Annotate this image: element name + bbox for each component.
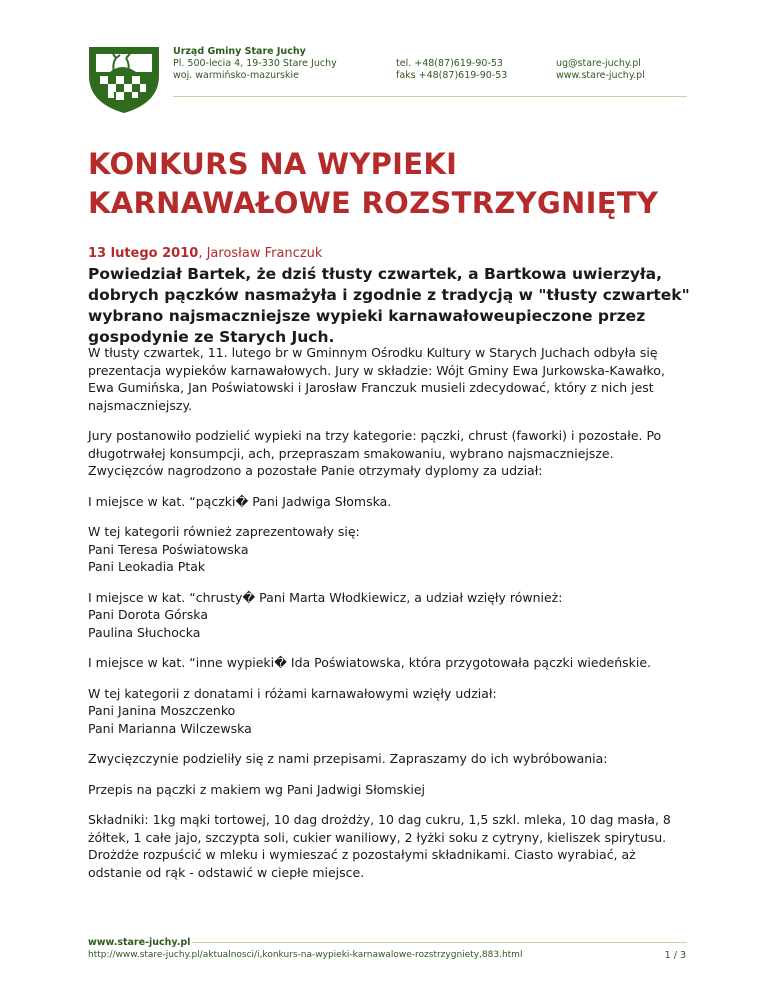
article-meta — [88, 245, 322, 262]
website-link[interactable]: www.stare-juchy.pl — [556, 70, 645, 81]
article-body — [88, 344, 688, 894]
paragraph-line: W tej kategorii również zaprezentowały się: — [88, 524, 360, 539]
paragraph-line: Pani Teresa Poświatowska — [88, 541, 249, 557]
address-line2: woj. warmińsko-mazurskie — [173, 70, 299, 81]
title-line1: KONKURS NA WYPIEKI — [88, 147, 458, 181]
article-paragraph — [88, 654, 688, 672]
paragraph-line: Paulina Słuchocka — [88, 624, 201, 640]
paragraph-line: Jury postanowiło podzielić wypieki na trzy kategorie: pączki, chrust (faworki) i pozostałe. Po długotrwałej konsumpcji, ach, przepraszam smakowaniu, wybrano najsmaczniejsze. Zwycięzców nagrodzono a pozostałe Panie otrzymały dyplomy za udział: — [88, 428, 662, 478]
page-number: 1 / 3 — [664, 950, 686, 961]
paragraph-line: Pani Janina Moszczenko — [88, 703, 236, 718]
article-paragraph — [88, 427, 688, 480]
fax-number: faks +48(87)619-90-53 — [396, 70, 508, 81]
article-date: 13 lutego 2010 — [88, 246, 199, 261]
header-contact-phone — [396, 58, 507, 82]
header-contact-web — [556, 58, 645, 82]
paragraph-line: Pani Dorota Górska — [88, 607, 208, 622]
footer-site[interactable]: www.stare-juchy.pl — [88, 937, 191, 948]
org-name: Urząd Gminy Stare Juchy — [173, 46, 306, 57]
article-paragraph — [88, 811, 688, 881]
article-paragraph — [88, 750, 688, 768]
meta-separator: , — [198, 246, 207, 261]
article-paragraph — [88, 344, 688, 414]
paragraph-line: I miejsce w kat. “inne wypieki� Ida Poświatowska, która przygotowała pączki wiedeńskie. — [88, 655, 652, 670]
coat-of-arms-logo — [86, 42, 162, 114]
paragraph-line: Składniki: 1kg mąki tortowej, 10 dag drożdży, 10 dag cukru, 1,5 szkl. mleka, 10 dag masła, 8 żółtek, 1 całe jajo, szczypta soli, cukier waniliowy, 2 łyżki soku z cytryny, kieliszek spirytusu. Drożdże rozpuścić w mleku i wymieszać z pozostałymi składnikami. Ciasto wyrabiać, aż odstanie od rąk - odstawić w ciepłe miejsce. — [88, 812, 671, 880]
article-author: Jarosław Franczuk — [206, 246, 323, 261]
header-organization — [173, 46, 337, 82]
paragraph-line: I miejsce w kat. “chrusty� Pani Marta Włodkiewicz, a udział wzięły również: — [88, 589, 563, 605]
header-divider — [173, 96, 687, 97]
article-paragraph — [88, 523, 688, 576]
article-lead: Powiedział Bartek, że dziś tłusty czwartek, a Bartkowa uwierzyła, dobrych pączków nasmażyła i zgodnie z tradycją w "tłusty czwartek" wybrano najsmaczniejsze wypieki karnawałoweupieczone przez gospodynie ze Starych Juch. — [88, 265, 690, 346]
paragraph-line: Przepis na pączki z makiem wg Pani Jadwigi Słomskiej — [88, 781, 425, 797]
footer-url[interactable]: http://www.stare-juchy.pl/aktualnosci/i,konkurs-na-wypieki-karnawalowe-rozstrzygniety,883.html — [88, 950, 523, 960]
paragraph-line: Zwycięzczynie podzieliły się z nami przepisami. Zapraszamy do ich wybróbowania: — [88, 751, 608, 766]
article-paragraph — [88, 589, 688, 642]
paragraph-line: Pani Marianna Wilczewska — [88, 720, 252, 736]
footer-divider — [192, 942, 687, 943]
paragraph-line: Pani Leokadia Ptak — [88, 559, 206, 574]
email-link[interactable]: ug@stare-juchy.pl — [556, 58, 641, 69]
article-paragraph — [88, 781, 688, 799]
article-paragraph — [88, 685, 688, 738]
article-title — [88, 145, 708, 223]
article-paragraph — [88, 493, 688, 511]
title-line2: KARNAWAŁOWE ROZSTRZYGNIĘTY — [88, 186, 659, 220]
address-line1: Pl. 500-lecia 4, 19-330 Stare Juchy — [173, 58, 337, 69]
paragraph-line: W tłusty czwartek, 11. lutego br w Gminnym Ośrodku Kultury w Starych Juchach odbyła się prezentacja wypieków karnawałowych. Jury w składzie: Wójt Gminy Ewa Jurkowska-Kawałko, Ewa Gumińska, Jan Poświatowski i Jarosław Franczuk musieli zdecydować, który z nich jest najsmaczniejszy. — [88, 345, 665, 413]
paragraph-line: W tej kategorii z donatami i różami karnawałowymi wzięły udział: — [88, 685, 497, 701]
paragraph-line: I miejsce w kat. “pączki� Pani Jadwiga Słomska. — [88, 493, 392, 509]
phone-number: tel. +48(87)619-90-53 — [396, 58, 503, 69]
